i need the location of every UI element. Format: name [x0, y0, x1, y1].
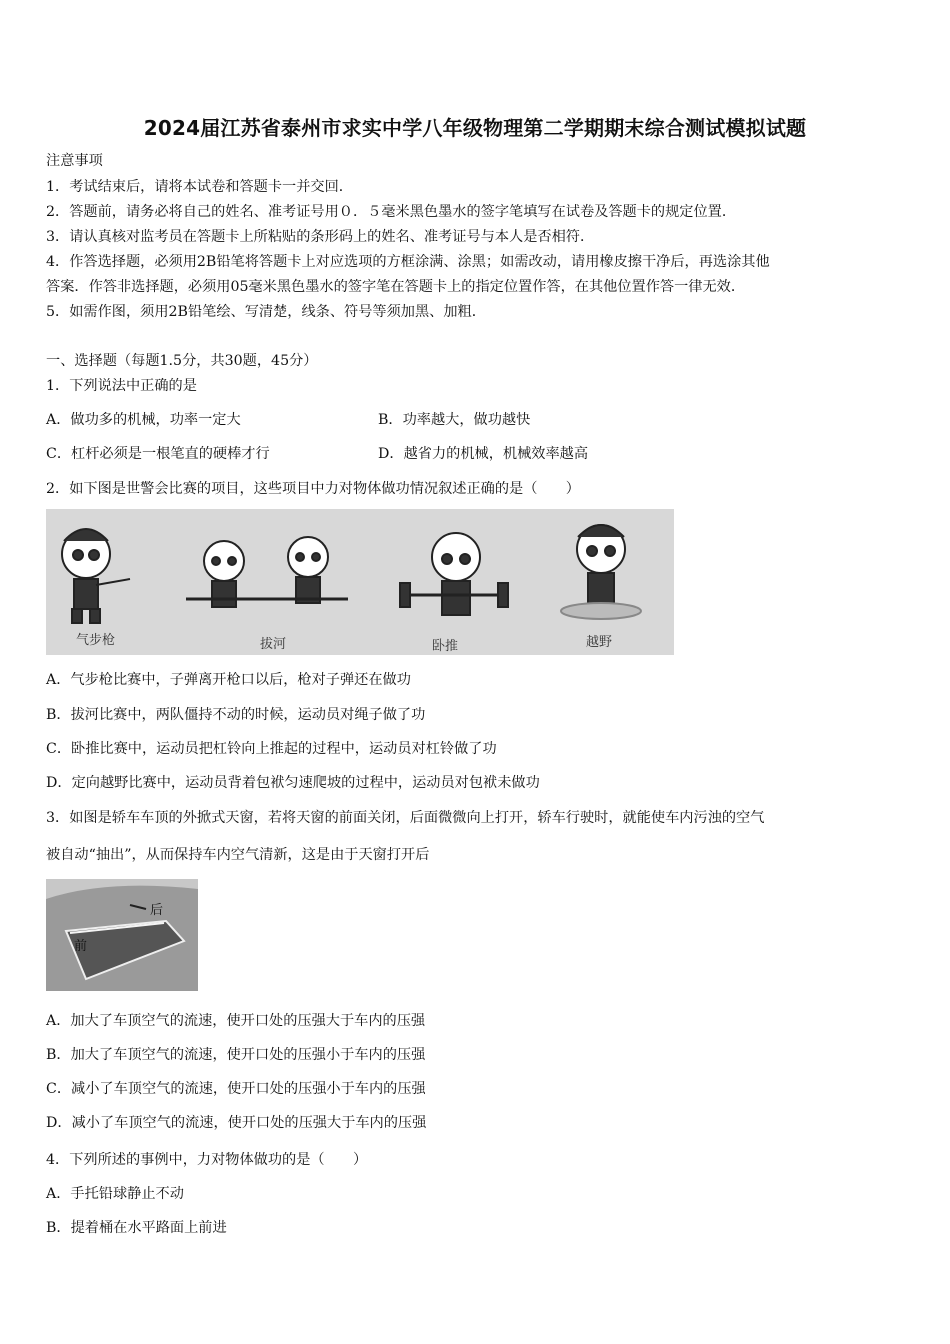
- question-1-stem: 1．下列说法中正确的是: [46, 378, 197, 394]
- question-3-option-a: A．加大了车顶空气的流速，使开口处的压强大于车内的压强: [46, 1013, 426, 1029]
- question-1-option-d: D．越省力的机械，机械效率越高: [378, 446, 589, 462]
- section-heading: 一、选择题（每题1.5分，共30题，45分）: [46, 353, 318, 369]
- question-2-option-c: C．卧推比赛中，运动员把杠铃向上推起的过程中，运动员对杠铃做了功: [46, 741, 497, 757]
- notice-heading: 注意事项: [46, 153, 103, 169]
- question-3-option-b: B．加大了车顶空气的流速，使开口处的压强小于车内的压强: [46, 1047, 426, 1063]
- notice-item: 4．作答选择题，必须用2B铅笔将答题卡上对应选项的方框涂满、涂黑；如需改动，请用橡皮擦干净后，再选涂其他: [46, 254, 770, 270]
- question-3-option-d: D．减小了车顶空气的流速，使开口处的压强大于车内的压强: [46, 1115, 427, 1131]
- question-3-stem-line-1: 3．如图是轿车车顶的外掀式天窗，若将天窗的前面关闭，后面微微向上打开，轿车行驶时，就能使车内污浊的空气: [46, 810, 765, 826]
- question-4-option-b: B．提着桶在水平路面上前进: [46, 1220, 227, 1236]
- figure-label-bench-press: 卧推: [432, 639, 459, 654]
- notice-item: 1．考试结束后，请将本试卷和答题卡一并交回．: [46, 179, 353, 195]
- sunroof-label-front: 前: [74, 939, 88, 954]
- question-3-stem-line-2: 被自动“抽出”，从而保持车内空气清新，这是由于天窗打开后: [46, 847, 430, 863]
- question-2-stem: 2．如下图是世警会比赛的项目，这些项目中力对物体做功情况叙述正确的是（ ）: [46, 481, 580, 497]
- question-2-option-a: A．气步枪比赛中，子弹离开枪口以后，枪对子弹还在做功: [46, 672, 411, 688]
- figure-label-tug-of-war: 拔河: [260, 637, 287, 652]
- sunroof-figure: [46, 879, 198, 991]
- question-1-option-c: C．杠杆必须是一根笔直的硬棒才行: [46, 446, 270, 462]
- question-2-option-d: D．定向越野比赛中，运动员背着包袱匀速爬坡的过程中，运动员对包袱未做功: [46, 775, 540, 791]
- figure-label-air-rifle: 气步枪: [76, 633, 116, 648]
- sunroof-label-back: 后: [150, 903, 164, 918]
- notice-item: 5．如需作图，须用2B铅笔绘、写清楚，线条、符号等须加黑、加粗．: [46, 304, 486, 320]
- notice-item: 3．请认真核对监考员在答题卡上所粘贴的条形码上的姓名、准考证号与本人是否相符．: [46, 229, 595, 245]
- question-4-stem: 4．下列所述的事例中，力对物体做功的是（ ）: [46, 1152, 368, 1168]
- notice-item: 答案．作答非选择题，必须用05毫米黑色墨水的签字笔在答题卡上的指定位置作答，在其他位置作答一律无效．: [46, 279, 746, 295]
- question-1-option-a: A．做功多的机械，功率一定大: [46, 412, 241, 428]
- sports-figure: [46, 509, 674, 655]
- figure-label-cross-country: 越野: [586, 635, 613, 650]
- question-3-option-c: C．减小了车顶空气的流速，使开口处的压强小于车内的压强: [46, 1081, 426, 1097]
- notice-item: 2．答题前，请务必将自己的姓名、准考证号用０．５毫米黑色墨水的签字笔填写在试卷及答题卡的规定位置．: [46, 204, 737, 220]
- question-4-option-a: A．手托铅球静止不动: [46, 1186, 184, 1202]
- question-2-option-b: B．拔河比赛中，两队僵持不动的时候，运动员对绳子做了功: [46, 707, 426, 723]
- question-1-option-b: B．功率越大，做功越快: [378, 412, 531, 428]
- page-title: 2024届江苏省泰州市求实中学八年级物理第二学期期末综合测试模拟试题: [143, 116, 807, 140]
